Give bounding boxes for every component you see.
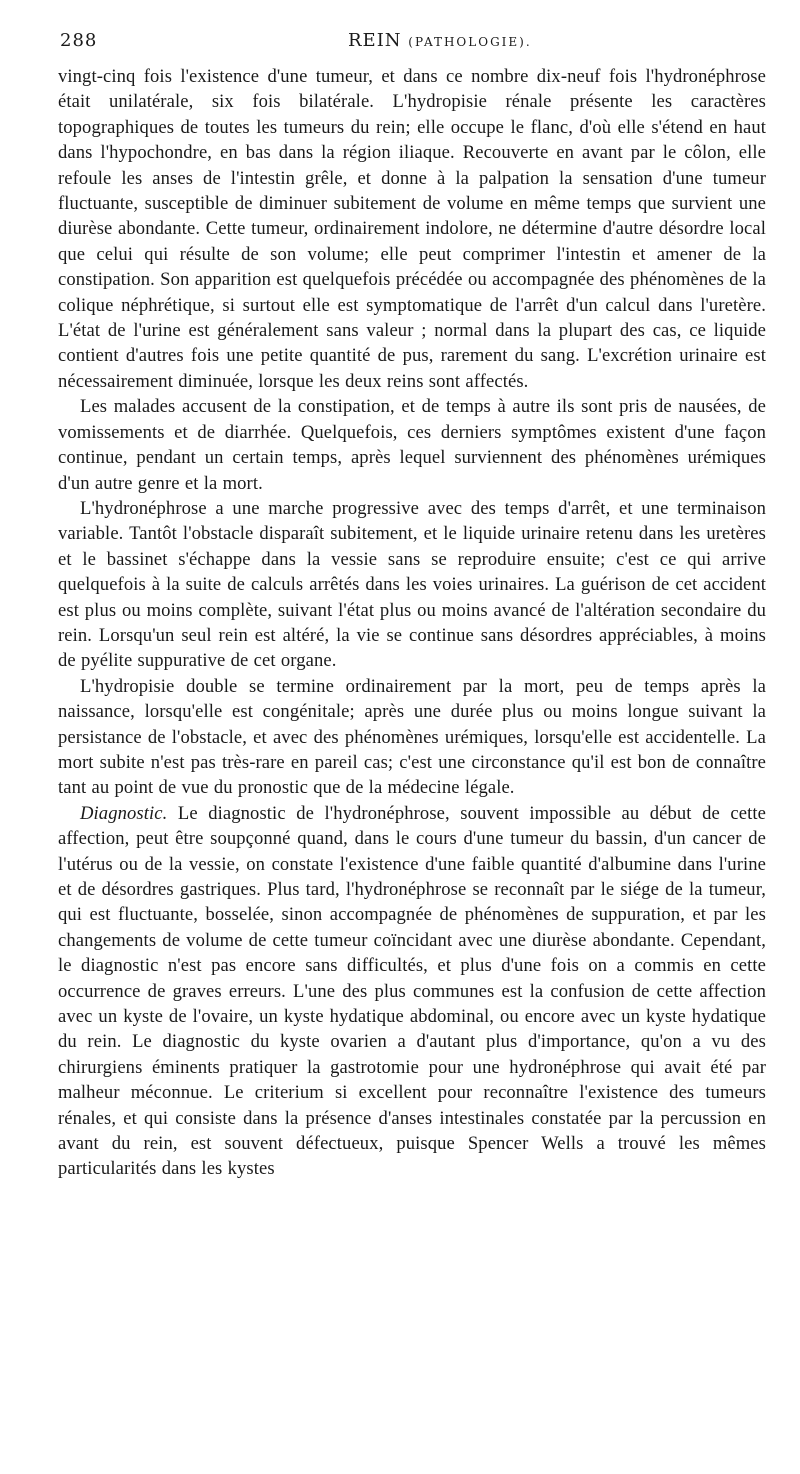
paragraph-diagnostic [58,801,766,1182]
paragraph-4: L'hydropisie double se termine ordinairement par la mort, peu de temps après la naissance, lorsqu'elle est congénitale; après une durée plus ou moins longue suivant la persistance de l'obstacle, et avec des phénomènes urémiques, lorsqu'elle est accidentelle. La mort subite n'est pas très-rare en pareil cas; c'est une circonstance qu'il est bon de connaître tant au point de vue du pronostic que de la médecine légale. [58,675,766,799]
paragraph-1: vingt-cinq fois l'existence d'une tumeur, et dans ce nombre dix-neuf fois l'hydronéphrose était unilatérale, six fois bilatérale. L'hydropisie rénale présente les caractères topographiques de toutes les tumeurs du rein; elle occupe le flanc, d'où elle s'étend en haut dans l'hypochondre, en bas dans la région iliaque. Recouverte en avant par le côlon, elle refoule les anses de l'intestin grêle, et donne à la palpation la sensation d'une tumeur fluctuante, susceptible de diminuer subitement de volume en même temps que survient une diurèse abondante. Cette tumeur, ordinairement indolore, ne détermine d'autre désordre local que celui qui résulte de son volume; elle peut comprimer l'intestin et amener de la constipation. Son apparition est quelquefois précédée ou accompagnée des phénomènes de la colique néphrétique, si surtout elle est symptomatique de l'arrêt d'un calcul dans l'uretère. L'état de l'urine est généralement sans valeur ; normal dans la plupart des cas, ce liquide contient d'autres fois une petite quantité de pus, rarement du sang. L'excrétion urinaire est nécessairement diminuée, lorsque les deux reins sont affectés. [58,66,766,392]
page-header [58,30,766,64]
section-heading-diagnostic: Diagnostic. [80,802,168,824]
running-head [348,30,532,51]
paragraph-3: L'hydronéphrose a une marche progressive avec des temps d'arrêt, et une terminaison variable. Tantôt l'obstacle disparaît subitement, et le liquide urinaire retenu dans les uretères et le bassinet s'échappe dans la vessie sans se reproduire ensuite; c'est ce qui arrive quelquefois à la suite de calculs arrêtés dans les voies urinaires. La guérison de cet accident est plus ou moins complète, suivant l'état plus ou moins avancé de l'altération secondaire du rein. Lorsqu'un seul rein est altéré, la vie se continue sans désordres appréciables, à moins de pyélite suppurative de cet organe. [58,497,766,672]
page-number: 288 [60,30,98,51]
running-head-sub: (PATHOLOGIE). [408,35,532,49]
body-text [58,64,766,1182]
paragraph-diagnostic-text: Le diagnostic de l'hydronéphrose, souvent impossible au début de cette affection, peut être soupçonné quand, dans le cours d'une tumeur du bassin, d'un cancer de l'utérus ou de la vessie, on constate l'existence d'une faible quantité d'albumine dans l'urine et de désordres gastriques. Plus tard, l'hydronéphrose se reconnaît par le siége de la tumeur, qui est fluctuante, bosselée, sinon accompagnée de phénomènes de suppuration, et par les changements de volume de cette tumeur coïncidant avec une diurèse abondante. Cependant, le diagnostic n'est pas encore sans difficultés, et plus d'une fois on a commis en cette occurrence de graves erreurs. L'une des plus communes est la confusion de cette affection avec un kyste de l'ovaire, un kyste hydatique abdominal, ou encore avec un kyste hydatique du rein. Le diagnostic du kyste ovarien a d'autant plus d'importance, qu'on a vu des chirurgiens éminents pratiquer la gastrotomie pour une hydronéphrose qui avait été par malheur méconnue. Le criterium si excellent pour reconnaître l'existence des tumeurs rénales, et qui consiste dans la présence d'anses intestinales constatée par la percussion en avant du rein, est souvent défectueux, puisque Spencer Wells a trouvé les mêmes particularités dans les kystes [58,802,766,1180]
running-head-main: REIN [348,30,402,51]
paragraph-2: Les malades accusent de la constipation, et de temps à autre ils sont pris de nausées, de vomissements et de diarrhée. Quelquefois, ces derniers symptômes existent d'une façon continue, pendant un certain temps, après lequel surviennent des phénomènes urémiques d'un autre genre et la mort. [58,396,766,494]
